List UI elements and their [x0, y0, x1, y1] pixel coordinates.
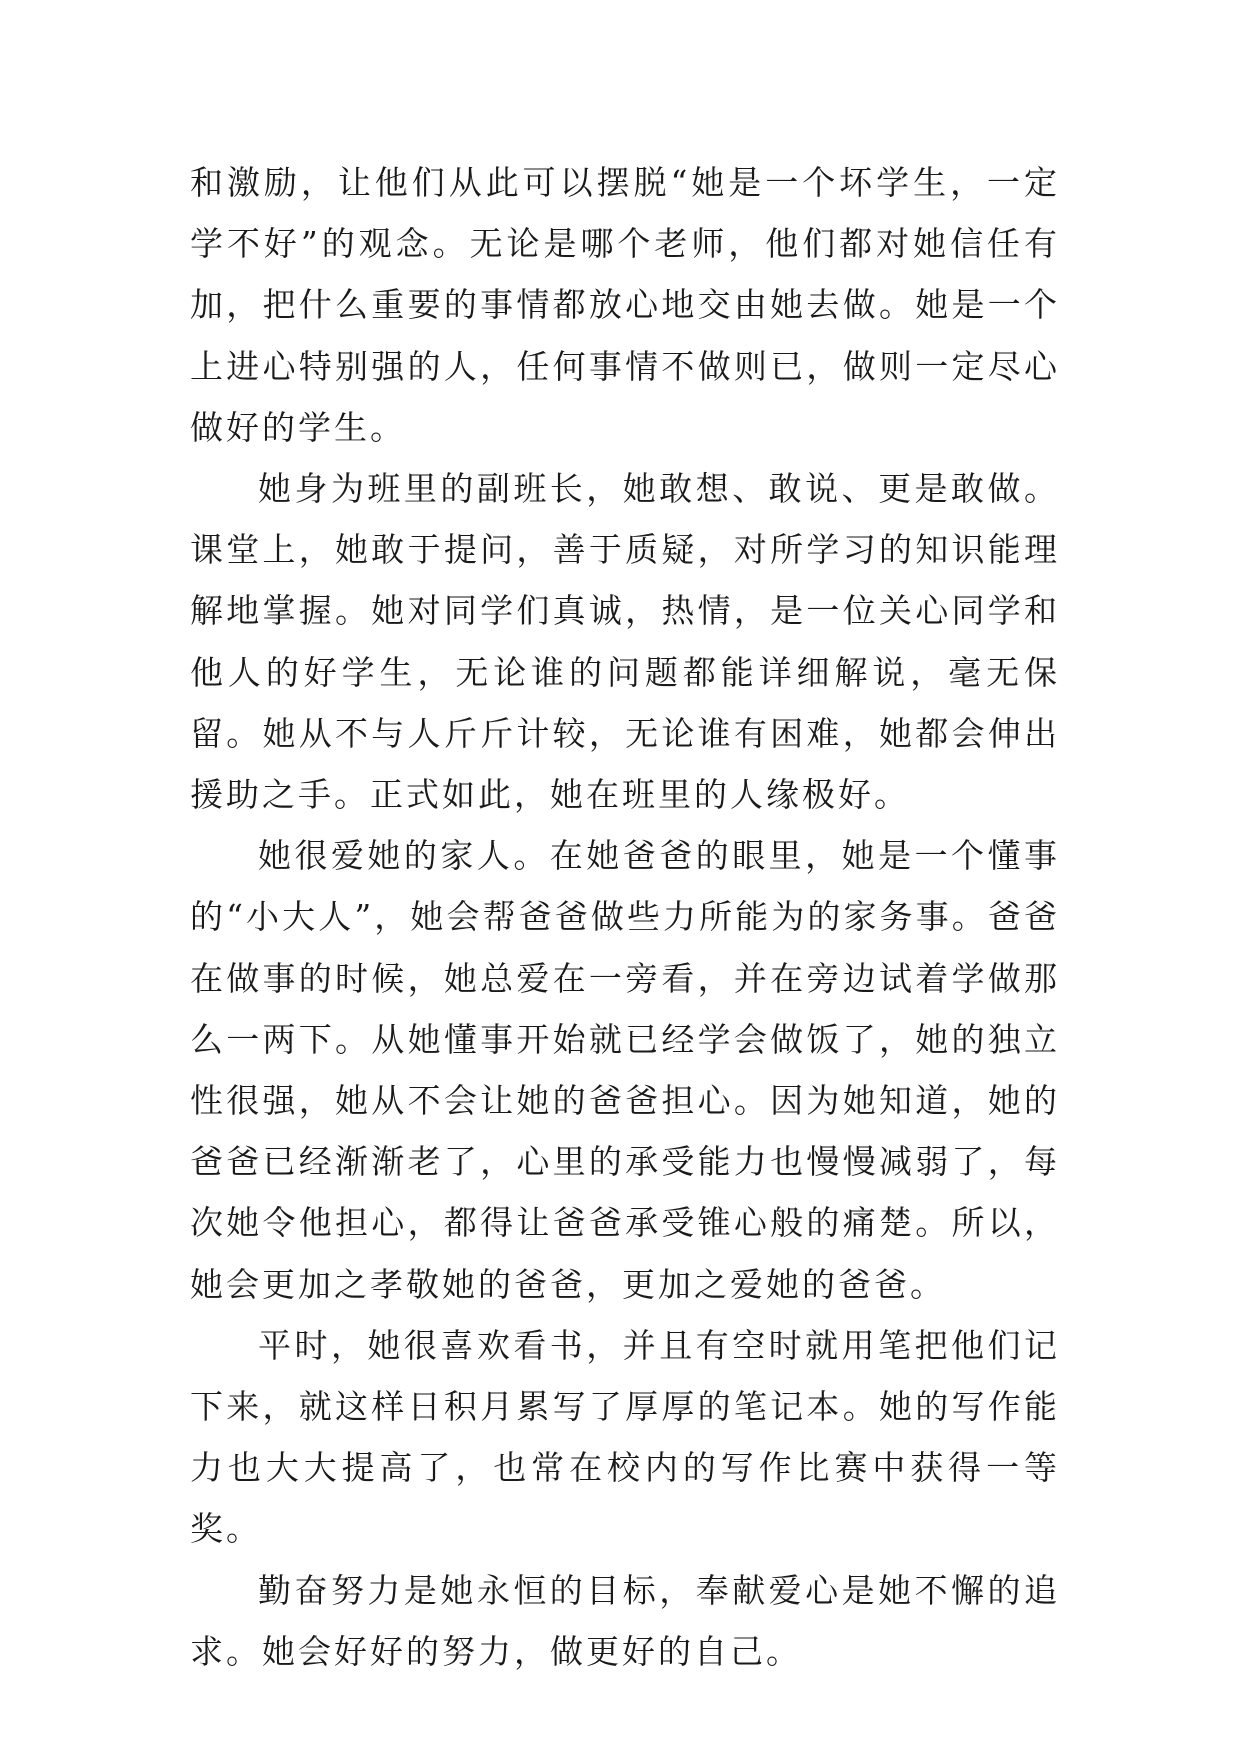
paragraph-3: 她很爱她的家人。在她爸爸的眼里，她是一个懂事的“小大人”，她会帮爸爸做些力所能为的家务事。爸爸在做事的时候，她总爱在一旁看，并在旁边试着学做那么一两下。从她懂事开始就已经学会做饭了，她的独立性很强，她从不会让她的爸爸担心。因为她知道，她的爸爸已经渐渐老了，心里的承受能力也慢慢减弱了，每次她令他担心，都得让爸爸承受锥心般的痛楚。所以，她会更加之孝敬她的爸爸，更加之爱她的爸爸。: [190, 836, 1060, 1304]
paragraph-5: 勤奋努力是她永恒的目标，奉献爱心是她不懈的追求。她会好好的努力，做更好的自己。: [190, 1570, 1060, 1671]
paragraph-1: 和激励，让他们从此可以摆脱“她是一个坏学生，一定学不好”的观念。无论是哪个老师，他们都对她信任有加，把什么重要的事情都放心地交由她去做。她是一个上进心特别强的人，任何事情不做则已，做则一定尽心做好的学生。: [190, 163, 1060, 447]
paragraph-2: 她身为班里的副班长，她敢想、敢说、更是敢做。课堂上，她敢于提问，善于质疑，对所学习的知识能理解地掌握。她对同学们真诚，热情，是一位关心同学和他人的好学生，无论谁的问题都能详细解说，毫无保留。她从不与人斤斤计较，无论谁有困难，她都会伸出援助之手。正式如此，她在班里的人缘极好。: [190, 469, 1060, 815]
document-body: [190, 152, 1060, 1682]
paragraph-4: 平时，她很喜欢看书，并且有空时就用笔把他们记下来，就这样日积月累写了厚厚的笔记本。她的写作能力也大大提高了，也常在校内的写作比赛中获得一等奖。: [190, 1325, 1060, 1549]
